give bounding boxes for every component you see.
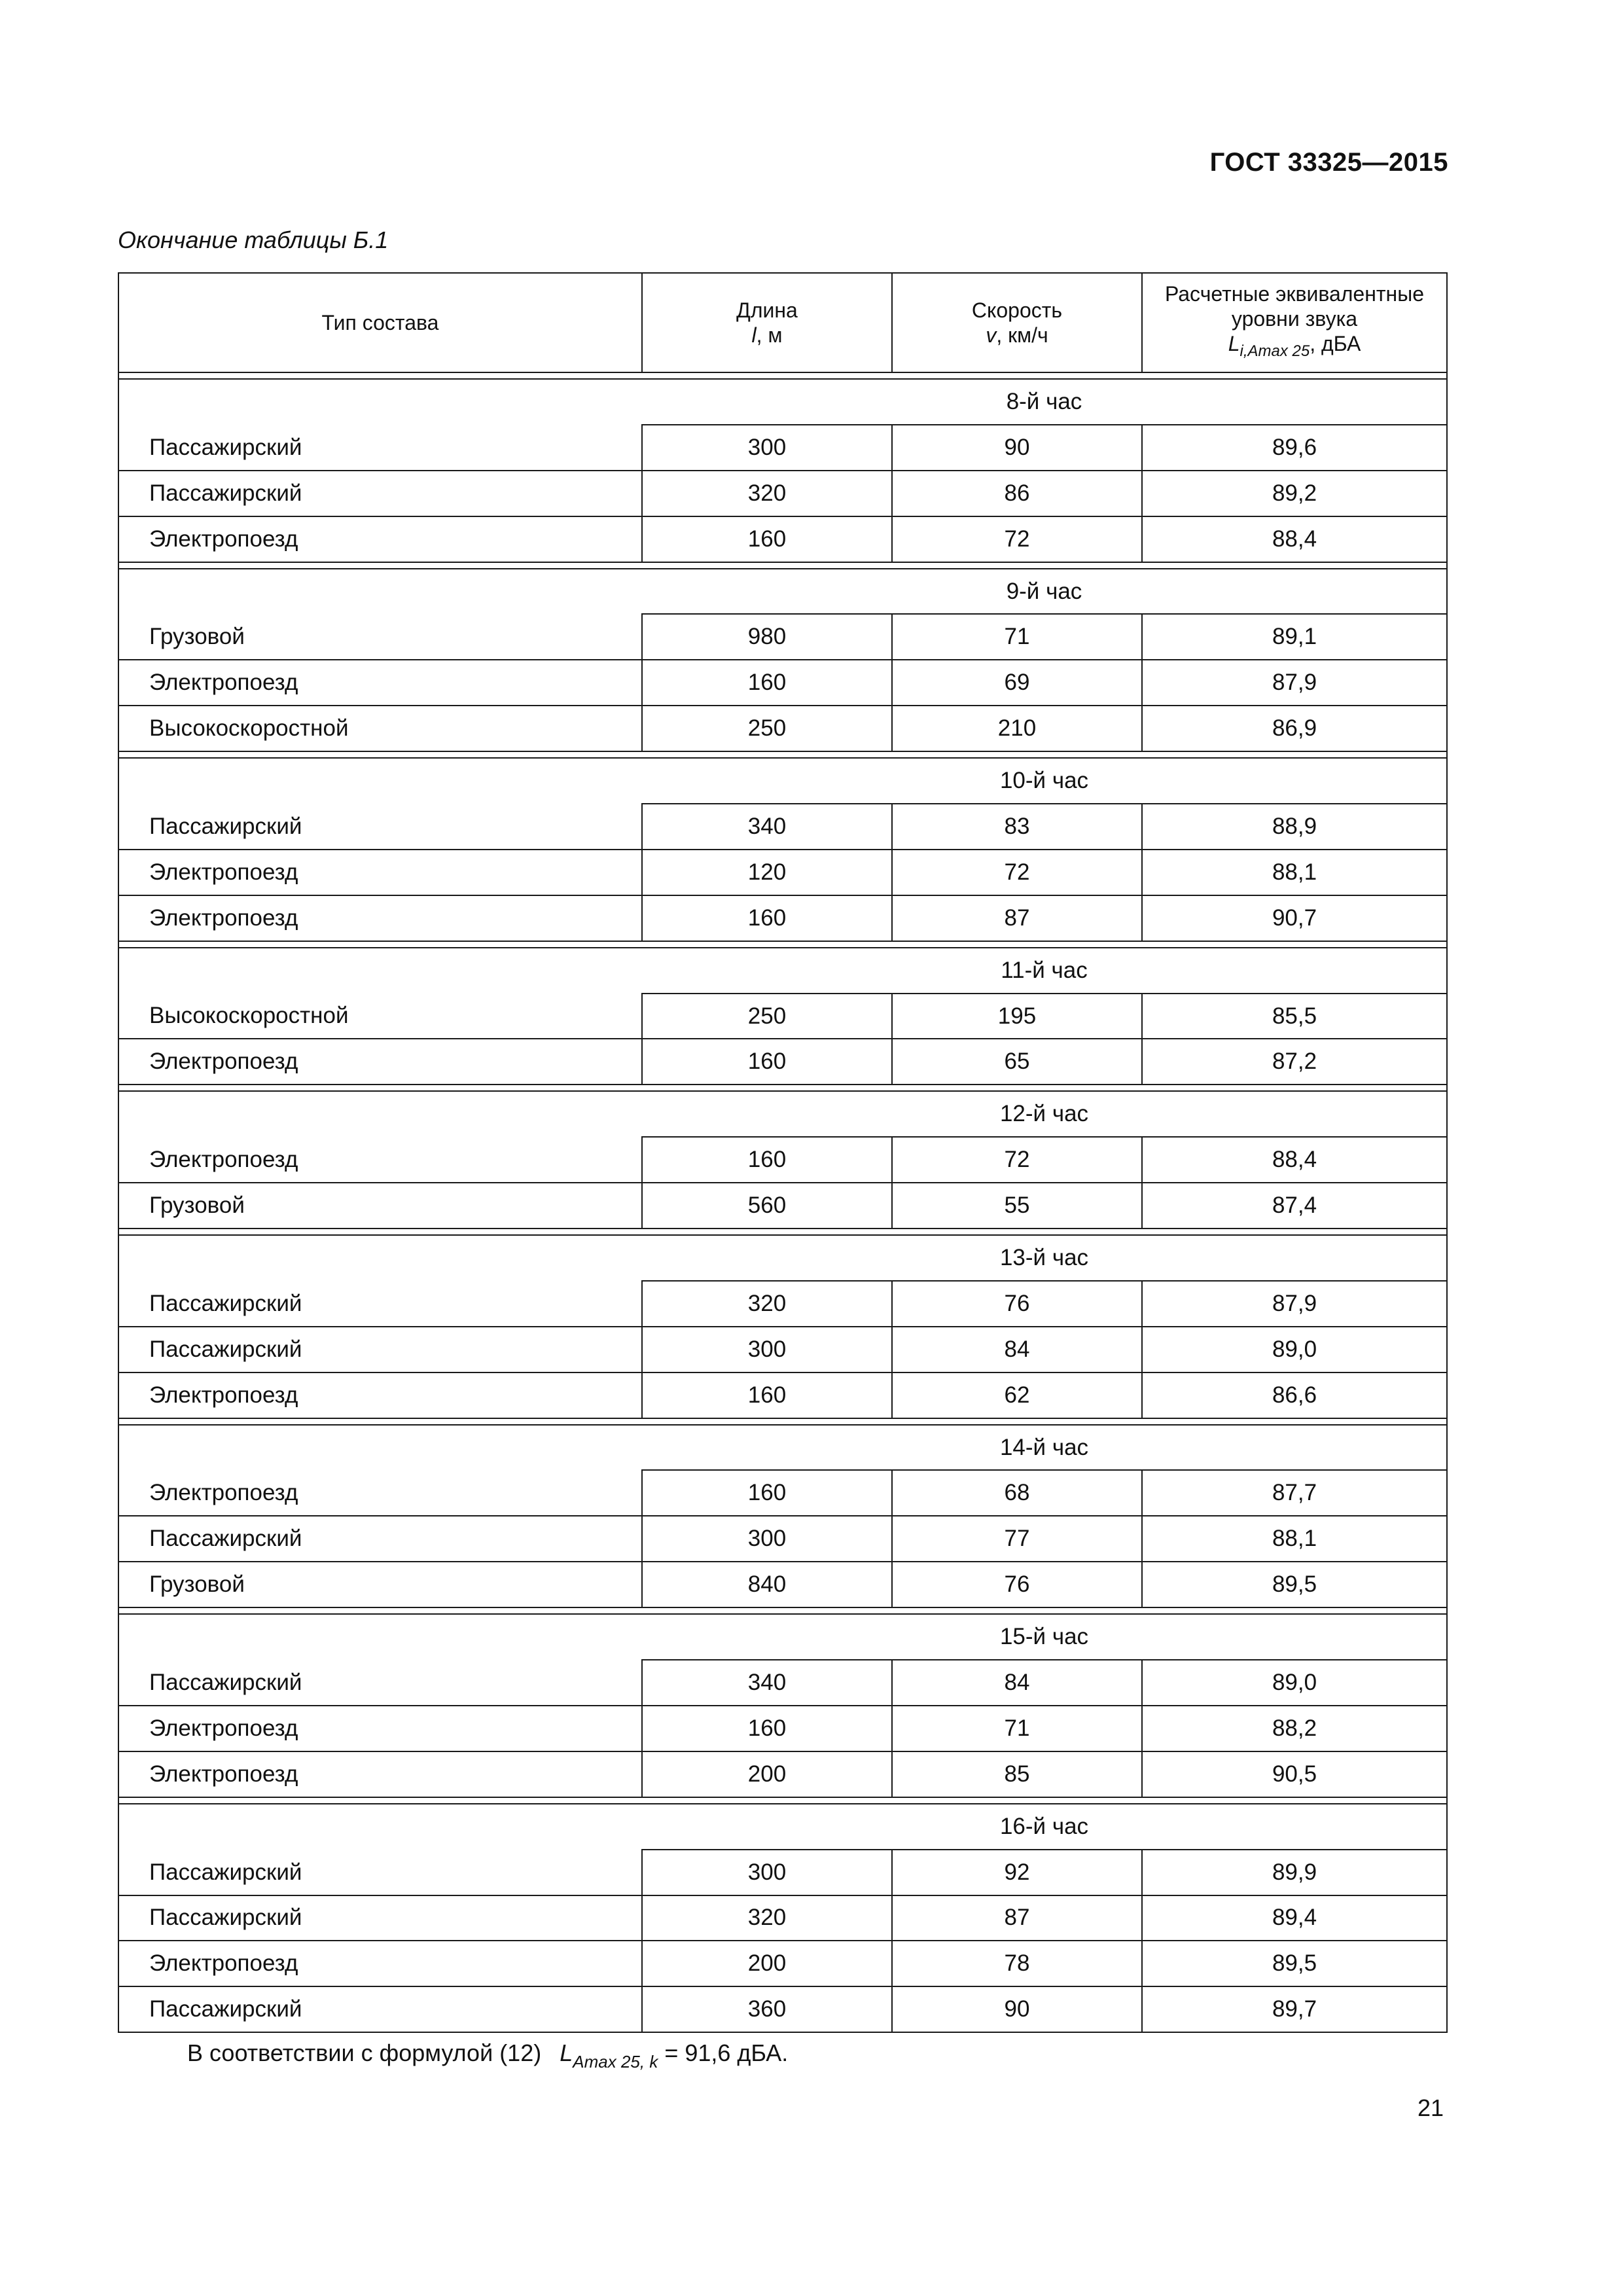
table-row [118, 471, 1447, 516]
train-type: Электропоезд [118, 1425, 642, 1516]
table-row [118, 660, 1447, 706]
page-number: 21 [1417, 2094, 1444, 2121]
table-row [118, 1895, 1447, 1941]
train-type: Электропоезд [118, 1941, 642, 1986]
hour-row [118, 1235, 1447, 1281]
table-row [118, 1941, 1447, 1986]
table-row [118, 895, 1447, 941]
table-row [118, 1183, 1447, 1229]
hour-label: 14-й час [642, 1425, 1447, 1471]
speed-cell: 65 [892, 1039, 1142, 1085]
length-cell: 160 [642, 1470, 892, 1516]
speed-cell: 87 [892, 1895, 1142, 1941]
group-gap [118, 372, 1447, 379]
train-type: Пассажирский [118, 379, 642, 471]
header-level-sub: i,Amax 25 [1240, 342, 1310, 360]
table-row [118, 1986, 1447, 2032]
level-cell: 87,9 [1142, 660, 1447, 706]
group-gap [118, 562, 1447, 569]
length-cell: 560 [642, 1183, 892, 1229]
train-type: Электропоезд [118, 660, 642, 706]
table-row [118, 1039, 1447, 1085]
length-cell: 300 [642, 1516, 892, 1562]
speed-cell: 78 [892, 1941, 1142, 1986]
speed-cell: 90 [892, 425, 1142, 471]
header-level [1142, 273, 1447, 372]
gap-cell [118, 1607, 1447, 1614]
length-cell: 980 [642, 614, 892, 660]
hour-label: 8-й час [642, 379, 1447, 425]
level-cell: 88,4 [1142, 516, 1447, 562]
speed-cell: 55 [892, 1183, 1142, 1229]
train-type: Электропоезд [118, 1751, 642, 1797]
group-gap [118, 1229, 1447, 1235]
length-cell: 840 [642, 1562, 892, 1607]
hour-label: 9-й час [642, 569, 1447, 615]
speed-cell: 71 [892, 614, 1142, 660]
table-row [118, 1516, 1447, 1562]
train-type: Электропоезд [118, 1091, 642, 1183]
speed-cell: 71 [892, 1706, 1142, 1751]
note-var: L [560, 2039, 573, 2066]
level-cell: 89,4 [1142, 1895, 1447, 1941]
speed-cell: 92 [892, 1850, 1142, 1895]
level-cell: 89,5 [1142, 1941, 1447, 1986]
gap-cell [118, 372, 1447, 379]
level-cell: 89,2 [1142, 471, 1447, 516]
train-type: Высокоскоростной [118, 948, 642, 1039]
train-type: Электропоезд [118, 895, 642, 941]
speed-cell: 195 [892, 994, 1142, 1039]
table-row [118, 1562, 1447, 1607]
hour-row [118, 758, 1447, 804]
level-cell: 87,2 [1142, 1039, 1447, 1085]
length-cell: 160 [642, 1137, 892, 1183]
gap-cell [118, 1797, 1447, 1804]
speed-cell: 72 [892, 850, 1142, 895]
level-cell: 89,1 [1142, 614, 1447, 660]
level-cell: 88,9 [1142, 804, 1447, 850]
level-cell: 86,6 [1142, 1372, 1447, 1418]
train-type: Пассажирский [118, 1327, 642, 1372]
group-gap [118, 1085, 1447, 1091]
hour-row [118, 1614, 1447, 1660]
train-type: Электропоезд [118, 516, 642, 562]
hour-row [118, 948, 1447, 994]
train-type: Электропоезд [118, 850, 642, 895]
hour-label: 13-й час [642, 1235, 1447, 1281]
train-type: Пассажирский [118, 1986, 642, 2032]
length-cell: 320 [642, 471, 892, 516]
header-level-line2: уровни звука [1231, 307, 1358, 331]
table-row [118, 516, 1447, 562]
document-code: ГОСТ 33325—2015 [1209, 148, 1448, 177]
level-cell: 87,9 [1142, 1281, 1447, 1327]
group-gap [118, 941, 1447, 948]
level-cell: 89,5 [1142, 1562, 1447, 1607]
gap-cell [118, 941, 1447, 948]
hour-row [118, 1091, 1447, 1137]
speed-cell: 84 [892, 1660, 1142, 1706]
level-cell: 86,9 [1142, 706, 1447, 751]
length-cell: 160 [642, 1039, 892, 1085]
level-cell: 85,5 [1142, 994, 1447, 1039]
group-gap [118, 751, 1447, 758]
group-gap [118, 1797, 1447, 1804]
length-cell: 200 [642, 1941, 892, 1986]
hour-label: 10-й час [642, 758, 1447, 804]
group-gap [118, 1418, 1447, 1425]
table-row [118, 1706, 1447, 1751]
length-cell: 160 [642, 895, 892, 941]
speed-cell: 62 [892, 1372, 1142, 1418]
noise-table [118, 272, 1448, 2033]
gap-cell [118, 1418, 1447, 1425]
level-cell: 88,1 [1142, 850, 1447, 895]
level-cell: 90,7 [1142, 895, 1447, 941]
speed-cell: 69 [892, 660, 1142, 706]
length-cell: 360 [642, 1986, 892, 2032]
train-type: Пассажирский [118, 1614, 642, 1706]
hour-label: 12-й час [642, 1091, 1447, 1137]
train-type: Грузовой [118, 1562, 642, 1607]
note-sub: Amax 25, k [573, 2052, 658, 2072]
speed-cell: 90 [892, 1986, 1142, 2032]
speed-cell: 86 [892, 471, 1142, 516]
gap-cell [118, 1229, 1447, 1235]
train-type: Электропоезд [118, 1039, 642, 1085]
length-cell: 250 [642, 706, 892, 751]
speed-cell: 87 [892, 895, 1142, 941]
length-cell: 160 [642, 516, 892, 562]
level-cell: 89,9 [1142, 1850, 1447, 1895]
hour-row [118, 1804, 1447, 1850]
train-type: Электропоезд [118, 1706, 642, 1751]
note-prefix: В соответствии с формулой (12) [187, 2039, 542, 2066]
level-cell: 88,4 [1142, 1137, 1447, 1183]
speed-cell: 68 [892, 1470, 1142, 1516]
header-level-unit: , дБА [1310, 332, 1361, 355]
length-cell: 300 [642, 1327, 892, 1372]
speed-cell: 76 [892, 1281, 1142, 1327]
length-cell: 160 [642, 1372, 892, 1418]
speed-cell: 77 [892, 1516, 1142, 1562]
level-cell: 87,7 [1142, 1470, 1447, 1516]
level-cell: 89,0 [1142, 1660, 1447, 1706]
speed-cell: 76 [892, 1562, 1142, 1607]
hour-row [118, 379, 1447, 425]
length-cell: 340 [642, 804, 892, 850]
header-length-var: l [751, 323, 757, 347]
hour-label: 15-й час [642, 1614, 1447, 1660]
table-row [118, 706, 1447, 751]
speed-cell: 210 [892, 706, 1142, 751]
table-row [118, 1327, 1447, 1372]
header-length-unit: , м [756, 323, 783, 347]
gap-cell [118, 1085, 1447, 1091]
speed-cell: 85 [892, 1751, 1142, 1797]
header-length [642, 273, 892, 372]
speed-cell: 83 [892, 804, 1142, 850]
table-row [118, 1751, 1447, 1797]
header-speed-label: Скорость [971, 298, 1063, 322]
speed-cell: 72 [892, 516, 1142, 562]
length-cell: 300 [642, 1850, 892, 1895]
train-type: Пассажирский [118, 758, 642, 850]
speed-cell: 84 [892, 1327, 1142, 1372]
train-type: Электропоезд [118, 1372, 642, 1418]
header-level-line1: Расчетные эквивалентные [1164, 282, 1425, 306]
header-length-label: Длина [736, 298, 798, 322]
train-type: Высокоскоростной [118, 706, 642, 751]
train-type: Пассажирский [118, 1895, 642, 1941]
level-cell: 88,1 [1142, 1516, 1447, 1562]
header-speed-unit: , км/ч [996, 323, 1048, 347]
length-cell: 300 [642, 425, 892, 471]
train-type: Пассажирский [118, 1804, 642, 1895]
header-type: Тип состава [118, 273, 642, 372]
speed-cell: 72 [892, 1137, 1142, 1183]
length-cell: 320 [642, 1281, 892, 1327]
hour-row [118, 1425, 1447, 1471]
train-type: Грузовой [118, 569, 642, 660]
level-cell: 89,6 [1142, 425, 1447, 471]
group-gap [118, 1607, 1447, 1614]
table-caption: Окончание таблицы Б.1 [118, 226, 389, 253]
level-cell: 87,4 [1142, 1183, 1447, 1229]
train-type: Пассажирский [118, 1235, 642, 1327]
length-cell: 160 [642, 1706, 892, 1751]
length-cell: 320 [642, 1895, 892, 1941]
length-cell: 120 [642, 850, 892, 895]
train-type: Грузовой [118, 1183, 642, 1229]
header-speed-var: v [986, 323, 997, 347]
table-row [118, 850, 1447, 895]
header-speed [892, 273, 1142, 372]
formula-note [187, 2039, 788, 2072]
level-cell: 88,2 [1142, 1706, 1447, 1751]
table-body [118, 372, 1447, 2032]
table-header-row [118, 273, 1447, 372]
level-cell: 90,5 [1142, 1751, 1447, 1797]
length-cell: 160 [642, 660, 892, 706]
gap-cell [118, 562, 1447, 569]
length-cell: 340 [642, 1660, 892, 1706]
header-level-var: L [1228, 332, 1240, 355]
gap-cell [118, 751, 1447, 758]
level-cell: 89,7 [1142, 1986, 1447, 2032]
train-type: Пассажирский [118, 471, 642, 516]
hour-label: 11-й час [642, 948, 1447, 994]
hour-row [118, 569, 1447, 615]
level-cell: 89,0 [1142, 1327, 1447, 1372]
train-type: Пассажирский [118, 1516, 642, 1562]
hour-label: 16-й час [642, 1804, 1447, 1850]
length-cell: 200 [642, 1751, 892, 1797]
note-suffix: = 91,6 дБА. [658, 2039, 789, 2066]
length-cell: 250 [642, 994, 892, 1039]
table-row [118, 1372, 1447, 1418]
